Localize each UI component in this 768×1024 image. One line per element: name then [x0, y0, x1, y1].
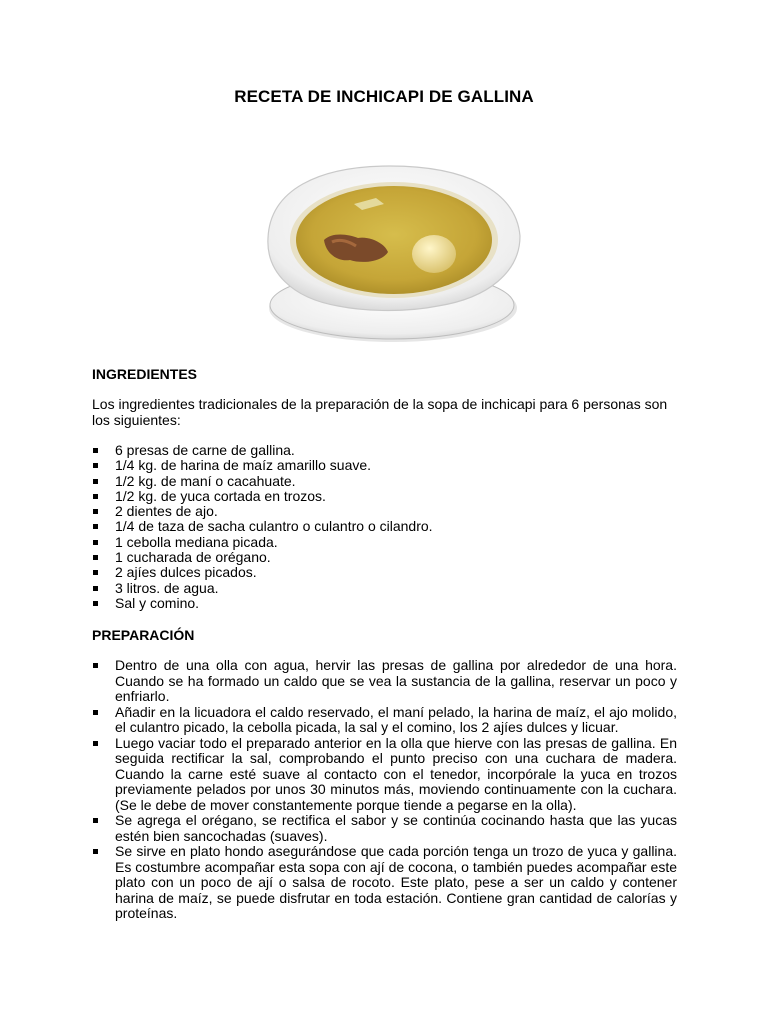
- list-item: Dentro de una olla con agua, hervir las presas de gallina por alrededor de una hora. Cuando se ha formado un caldo que se vea la sustancia de la gallina, reservar un poco y enfriarlo.: [92, 658, 677, 705]
- list-item: Sal y comino.: [92, 596, 677, 611]
- list-item: Añadir en la licuadora el caldo reservado, el maní pelado, la harina de maíz, el ajo molido, el culantro picado, la cebolla picada, la sal y el comino, los 2 ajíes dulces y licuar.: [92, 705, 677, 736]
- list-item: 1 cebolla mediana picada.: [92, 535, 677, 550]
- ingredients-list: [92, 443, 677, 611]
- preparation-list: [92, 658, 677, 922]
- ingredients-intro: Los ingredientes tradicionales de la preparación de la sopa de inchicapi para 6 personas son los siguientes:: [92, 396, 668, 428]
- list-item: Luego vaciar todo el preparado anterior en la olla que hierve con las presas de gallina. En seguida rectificar la sal, comprobando el punto preciso con una cuchara de madera. Cuando la carne esté suave al contacto con el tenedor, incorpórale la yuca en trozos previamente pelados por unos 30 minutos más, moviendo continuamente con la cuchara. (Se le debe de mover constantemente porque tiende a pegarse en la olla).: [92, 736, 677, 814]
- list-item: 2 dientes de ajo.: [92, 504, 677, 519]
- list-item: 1/4 kg. de harina de maíz amarillo suave.: [92, 458, 677, 473]
- ingredients-heading: INGREDIENTES: [92, 366, 198, 382]
- list-item: 1 cucharada de orégano.: [92, 550, 677, 565]
- list-item: Se sirve en plato hondo asegurándose que cada porción tenga un trozo de yuca y gallina. Es costumbre acompañar esta sopa con ají de cocona, o también puedes acompañar este plato con un poco de ají o salsa de rocoto. Este plato, pese a ser un caldo y contener harina de maíz, se puede disfrutar en toda estación. Contiene gran cantidad de calorías y proteínas.: [92, 844, 677, 922]
- list-item: 1/2 kg. de maní o cacahuate.: [92, 474, 677, 489]
- soup-bowl-image: [258, 160, 524, 346]
- list-item: 2 ajíes dulces picados.: [92, 565, 677, 580]
- preparation-heading: PREPARACIÓN: [92, 627, 195, 643]
- list-item: 6 presas de carne de gallina.: [92, 443, 677, 458]
- list-item: Se agrega el orégano, se rectifica el sabor y se continúa cocinando hasta que las yucas estén bien sancochadas (suaves).: [92, 813, 677, 844]
- list-item: 1/2 kg. de yuca cortada en trozos.: [92, 489, 677, 504]
- page-title: RECETA DE INCHICAPI DE GALLINA: [234, 87, 534, 106]
- list-item: 1/4 de taza de sacha culantro o culantro o cilandro.: [92, 519, 677, 534]
- list-item: 3 litros. de agua.: [92, 581, 677, 596]
